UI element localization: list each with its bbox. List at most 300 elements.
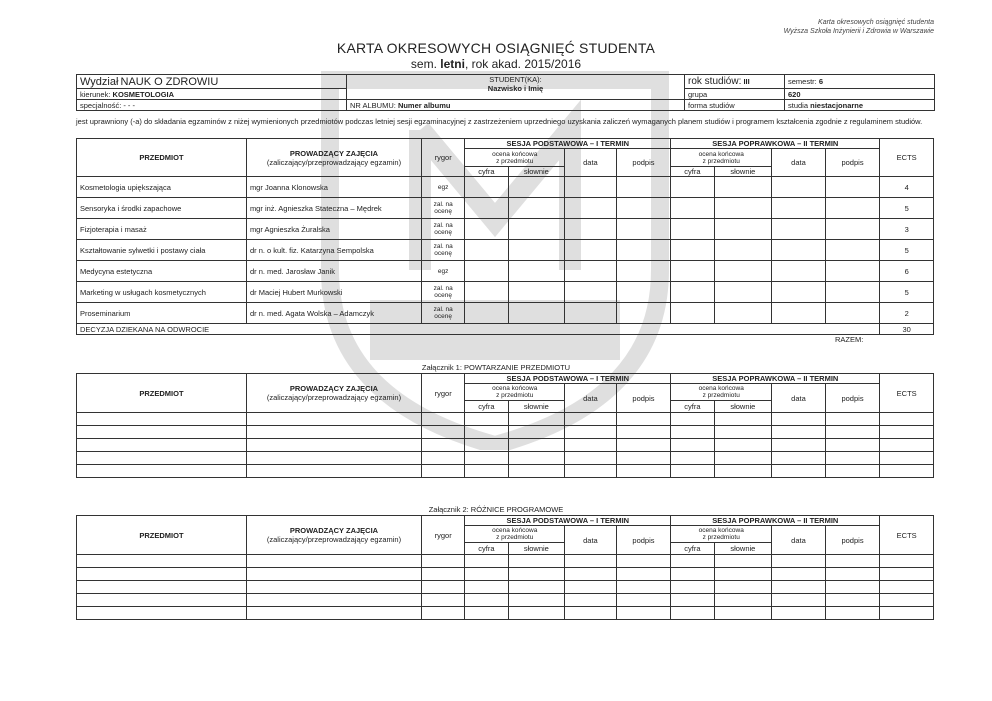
cell-przedmiot: Marketing w usługach kosmetycznych xyxy=(77,282,247,303)
col-prowadzacy-sub: (zaliczający/przeprowadzający egzamin) xyxy=(266,157,402,167)
empty-row xyxy=(77,452,934,465)
album-label: NR ALBUMU: xyxy=(350,100,396,110)
ocena-header xyxy=(465,384,565,401)
cell-grade-entry[interactable] xyxy=(714,303,772,324)
cell-prowadzacy: mgr Joanna Klonowska xyxy=(246,177,421,198)
empty-cell[interactable] xyxy=(465,555,508,568)
empty-cell[interactable] xyxy=(465,413,508,426)
sesja-2-header: SESJA POPRAWKOWA – II TERMIN xyxy=(671,139,880,149)
cell-grade-entry[interactable] xyxy=(465,303,508,324)
empty-cell[interactable] xyxy=(880,581,934,594)
ocena-label: ocena końcowa xyxy=(698,385,744,392)
student-name: Nazwisko i Imię xyxy=(487,84,544,93)
empty-cell[interactable] xyxy=(616,594,671,607)
empty-cell[interactable] xyxy=(825,452,880,465)
empty-cell[interactable] xyxy=(508,594,565,607)
table-row xyxy=(77,261,934,282)
cell-grade-entry[interactable] xyxy=(508,177,565,198)
col-prowadzacy-label: PROWADZĄCY ZAJĘCIA xyxy=(289,148,379,158)
col-podpis-2: podpis xyxy=(825,149,880,177)
empty-row xyxy=(77,426,934,439)
empty-cell[interactable] xyxy=(565,439,616,452)
cell-przedmiot: Sensoryka i środki zapachowe xyxy=(77,198,247,219)
empty-cell[interactable] xyxy=(714,568,772,581)
cell-grade-entry[interactable] xyxy=(508,261,565,282)
cell-przedmiot: Fizjoterapia i masaż xyxy=(77,219,247,240)
decyzja-dziekana: DECYZJA DZIEKANA NA ODWROCIE xyxy=(77,324,880,335)
semestr-label: semestr: xyxy=(788,77,817,86)
empty-cell[interactable] xyxy=(880,426,934,439)
cell-grade-entry[interactable] xyxy=(772,303,826,324)
ocena-sub: z przedmiotu xyxy=(496,534,534,541)
col-przedmiot: PRZEDMIOT xyxy=(77,139,247,177)
cell-grade-entry[interactable] xyxy=(772,261,826,282)
col-cyfra: cyfra xyxy=(465,543,508,555)
empty-cell[interactable] xyxy=(508,568,565,581)
col-cyfra-2: cyfra xyxy=(671,167,714,177)
cell-grade-entry[interactable] xyxy=(565,282,616,303)
cell-grade-entry[interactable] xyxy=(825,282,880,303)
cell-grade-entry[interactable] xyxy=(671,303,714,324)
empty-cell[interactable] xyxy=(616,581,671,594)
empty-cell[interactable] xyxy=(508,581,565,594)
empty-cell[interactable] xyxy=(880,452,934,465)
cell-grade-entry[interactable] xyxy=(465,198,508,219)
empty-row xyxy=(77,413,934,426)
cell-grade-entry[interactable] xyxy=(616,177,671,198)
ocena-sub: z przedmiotu xyxy=(702,157,740,165)
empty-cell[interactable] xyxy=(246,439,421,452)
col-prowadzacy-label: PROWADZĄCY ZAJĘCIA xyxy=(289,526,379,535)
cell-grade-entry[interactable] xyxy=(465,261,508,282)
cell-grade-entry[interactable] xyxy=(825,198,880,219)
ocena-label: ocena końcowa xyxy=(492,385,538,392)
empty-row xyxy=(77,439,934,452)
empty-cell[interactable] xyxy=(465,439,508,452)
cell-ects: 6 xyxy=(880,261,934,282)
empty-cell[interactable] xyxy=(671,594,714,607)
col-data: data xyxy=(772,526,826,555)
empty-cell[interactable] xyxy=(880,555,934,568)
cell-grade-entry[interactable] xyxy=(465,177,508,198)
empty-cell[interactable] xyxy=(825,568,880,581)
cell-grade-entry[interactable] xyxy=(714,282,772,303)
empty-cell[interactable] xyxy=(508,452,565,465)
empty-cell[interactable] xyxy=(772,465,826,478)
studia-value: niestacjonarne xyxy=(810,100,864,110)
empty-cell[interactable] xyxy=(825,413,880,426)
cell-grade-entry[interactable] xyxy=(714,177,772,198)
col-slownie: słownie xyxy=(508,543,565,555)
studia-label: studia xyxy=(788,100,809,110)
col-rygor: rygor xyxy=(422,139,465,177)
empty-cell[interactable] xyxy=(714,452,772,465)
empty-cell[interactable] xyxy=(246,465,421,478)
cell-prowadzacy: dr n. med. Agata Wolska – Adamczyk xyxy=(246,303,421,324)
cell-grade-entry[interactable] xyxy=(671,219,714,240)
empty-cell[interactable] xyxy=(772,568,826,581)
cell-grade-entry[interactable] xyxy=(508,303,565,324)
empty-cell[interactable] xyxy=(714,439,772,452)
empty-cell[interactable] xyxy=(825,581,880,594)
empty-cell[interactable] xyxy=(616,568,671,581)
rok-value: III xyxy=(743,77,750,86)
empty-row xyxy=(77,465,934,478)
sesja-1-header: SESJA PODSTAWOWA – I TERMIN xyxy=(465,374,671,384)
col-przedmiot: PRZEDMIOT xyxy=(77,374,247,413)
semestr-value: 6 xyxy=(818,77,824,86)
cell-grade-entry[interactable] xyxy=(565,303,616,324)
empty-cell[interactable] xyxy=(772,555,826,568)
empty-cell[interactable] xyxy=(772,439,826,452)
empty-cell[interactable] xyxy=(508,465,565,478)
year-value: 2015/2016 xyxy=(524,57,582,71)
empty-cell[interactable] xyxy=(880,594,934,607)
institution-line-2: Wyższa Szkoła Inżynierii i Zdrowia w Warszawie xyxy=(783,28,934,35)
empty-cell[interactable] xyxy=(825,439,880,452)
empty-cell[interactable] xyxy=(825,426,880,439)
empty-cell[interactable] xyxy=(616,465,671,478)
col-ects: ECTS xyxy=(880,139,934,177)
col-data: data xyxy=(565,384,616,413)
empty-cell[interactable] xyxy=(77,568,247,581)
col-cyfra-1: cyfra xyxy=(465,167,508,177)
empty-cell[interactable] xyxy=(565,594,616,607)
empty-cell[interactable] xyxy=(772,426,826,439)
empty-cell[interactable] xyxy=(246,607,421,620)
empty-row xyxy=(77,594,934,607)
empty-cell[interactable] xyxy=(880,439,934,452)
cell-grade-entry[interactable] xyxy=(772,282,826,303)
cell-grade-entry[interactable] xyxy=(714,240,772,261)
empty-cell[interactable] xyxy=(880,413,934,426)
empty-cell[interactable] xyxy=(422,568,465,581)
cell-grade-entry[interactable] xyxy=(465,282,508,303)
cell-grade-entry[interactable] xyxy=(565,219,616,240)
cell-grade-entry[interactable] xyxy=(565,261,616,282)
empty-cell[interactable] xyxy=(616,439,671,452)
cell-prowadzacy: mgr inż. Agnieszka Stateczna – Mędrek xyxy=(246,198,421,219)
empty-cell[interactable] xyxy=(772,452,826,465)
kierunek-value: KOSMETOLOGIA xyxy=(112,89,175,99)
empty-cell[interactable] xyxy=(508,426,565,439)
ocena-label: ocena końcowa xyxy=(492,150,538,158)
empty-cell[interactable] xyxy=(77,465,247,478)
col-podpis: podpis xyxy=(825,526,880,555)
cell-grade-entry[interactable] xyxy=(825,303,880,324)
empty-cell[interactable] xyxy=(616,426,671,439)
empty-cell[interactable] xyxy=(714,465,772,478)
sem-label: sem. xyxy=(410,57,437,71)
empty-cell[interactable] xyxy=(671,465,714,478)
kierunek-label: kierunek: xyxy=(80,89,111,99)
razem-value: 30 xyxy=(880,324,934,335)
empty-cell[interactable] xyxy=(422,465,465,478)
empty-cell[interactable] xyxy=(714,426,772,439)
empty-cell[interactable] xyxy=(714,581,772,594)
cell-grade-entry[interactable] xyxy=(508,219,565,240)
col-data-2: data xyxy=(772,149,826,177)
cell-grade-entry[interactable] xyxy=(772,198,826,219)
col-podpis-1: podpis xyxy=(616,149,671,177)
empty-cell[interactable] xyxy=(508,555,565,568)
empty-cell[interactable] xyxy=(465,426,508,439)
cell-grade-entry[interactable] xyxy=(772,219,826,240)
grupa-value: 620 xyxy=(788,89,801,99)
cell-grade-entry[interactable] xyxy=(465,240,508,261)
empty-row xyxy=(77,555,934,568)
album-value: Numer albumu xyxy=(397,100,451,110)
ocena-label: ocena końcowa xyxy=(698,150,744,158)
cell-grade-entry[interactable] xyxy=(714,219,772,240)
col-slownie: słownie xyxy=(714,401,772,413)
cell-rygor: egz xyxy=(422,177,465,198)
empty-cell[interactable] xyxy=(77,581,247,594)
empty-cell[interactable] xyxy=(565,426,616,439)
empty-cell[interactable] xyxy=(671,452,714,465)
ocena-sub: z przedmiotu xyxy=(702,534,740,541)
col-prowadzacy xyxy=(246,374,421,413)
page-title: KARTA OKRESOWYCH OSIĄGNIĘĆ STUDENTA xyxy=(336,40,656,56)
empty-cell[interactable] xyxy=(565,581,616,594)
empty-cell[interactable] xyxy=(565,555,616,568)
cell-grade-entry[interactable] xyxy=(565,198,616,219)
empty-cell[interactable] xyxy=(77,555,247,568)
empty-cell[interactable] xyxy=(714,594,772,607)
empty-cell[interactable] xyxy=(616,413,671,426)
empty-row xyxy=(77,581,934,594)
wydzial-value: NAUK O ZDROWIU xyxy=(120,75,219,88)
cell-grade-entry[interactable] xyxy=(825,219,880,240)
col-prowadzacy-label: PROWADZĄCY ZAJĘCIA xyxy=(289,384,379,393)
cell-grade-entry[interactable] xyxy=(671,261,714,282)
institution-header xyxy=(784,18,934,36)
empty-row xyxy=(77,607,934,620)
cell-ects: 3 xyxy=(880,219,934,240)
forma-label: forma studiów xyxy=(685,100,785,111)
empty-cell[interactable] xyxy=(77,452,247,465)
empty-cell[interactable] xyxy=(671,413,714,426)
cell-przedmiot: Medycyna estetyczna xyxy=(77,261,247,282)
empty-cell[interactable] xyxy=(671,581,714,594)
empty-cell[interactable] xyxy=(246,568,421,581)
empty-cell[interactable] xyxy=(671,555,714,568)
empty-cell[interactable] xyxy=(616,607,671,620)
cell-prowadzacy: dr n. med. Jarosław Janik xyxy=(246,261,421,282)
empty-cell[interactable] xyxy=(508,413,565,426)
table-row xyxy=(77,219,934,240)
cell-grade-entry[interactable] xyxy=(616,303,671,324)
ocena-header xyxy=(465,526,565,543)
empty-cell[interactable] xyxy=(246,452,421,465)
empty-cell[interactable] xyxy=(671,607,714,620)
cell-grade-entry[interactable] xyxy=(825,261,880,282)
cell-rygor: zal. na ocenę xyxy=(422,240,465,261)
col-cyfra: cyfra xyxy=(671,543,714,555)
cell-grade-entry[interactable] xyxy=(616,261,671,282)
empty-cell[interactable] xyxy=(465,452,508,465)
cell-grade-entry[interactable] xyxy=(772,177,826,198)
col-data-1: data xyxy=(565,149,616,177)
empty-cell[interactable] xyxy=(465,607,508,620)
empty-cell[interactable] xyxy=(422,452,465,465)
empty-cell[interactable] xyxy=(465,581,508,594)
col-podpis: podpis xyxy=(616,526,671,555)
cell-grade-entry[interactable] xyxy=(714,198,772,219)
empty-cell[interactable] xyxy=(825,465,880,478)
empty-cell[interactable] xyxy=(825,607,880,620)
eligibility-note: jest uprawniony (-a) do składania egzaminów z niżej wymienionych przedmiotów podczas letniej sesji egzaminacyjnej z zastrzeżeniem uprzedniego uzyskania zaliczeń wymaganych planem studiów i programem kształcenia zgodnie z regulaminem studiów. xyxy=(76,117,923,126)
year-label: , rok akad. xyxy=(464,57,521,71)
empty-cell[interactable] xyxy=(422,581,465,594)
col-ects: ECTS xyxy=(880,516,934,555)
cell-grade-entry[interactable] xyxy=(671,198,714,219)
empty-cell[interactable] xyxy=(825,594,880,607)
empty-cell[interactable] xyxy=(246,581,421,594)
cell-grade-entry[interactable] xyxy=(508,240,565,261)
cell-rygor: zal. na ocenę xyxy=(422,198,465,219)
student-label: STUDENT(KA): xyxy=(489,75,542,84)
cell-grade-entry[interactable] xyxy=(671,240,714,261)
zalacznik-1-title: Załącznik 1: POWTARZANIE PRZEDMIOTU xyxy=(421,363,571,372)
empty-cell[interactable] xyxy=(671,568,714,581)
attachment-2-table xyxy=(76,515,934,620)
cell-grade-entry[interactable] xyxy=(825,177,880,198)
empty-cell[interactable] xyxy=(714,607,772,620)
cell-ects: 5 xyxy=(880,198,934,219)
col-cyfra: cyfra xyxy=(671,401,714,413)
cell-grade-entry[interactable] xyxy=(714,261,772,282)
empty-cell[interactable] xyxy=(422,426,465,439)
empty-cell[interactable] xyxy=(246,555,421,568)
empty-cell[interactable] xyxy=(77,607,247,620)
empty-cell[interactable] xyxy=(565,452,616,465)
cell-grade-entry[interactable] xyxy=(565,240,616,261)
ocena-label: ocena końcowa xyxy=(492,527,538,534)
empty-cell[interactable] xyxy=(465,568,508,581)
empty-cell[interactable] xyxy=(465,465,508,478)
empty-cell[interactable] xyxy=(246,426,421,439)
empty-cell[interactable] xyxy=(422,607,465,620)
empty-cell[interactable] xyxy=(772,607,826,620)
ocena-label: ocena końcowa xyxy=(698,527,744,534)
empty-cell[interactable] xyxy=(465,594,508,607)
empty-cell[interactable] xyxy=(772,581,826,594)
cell-grade-entry[interactable] xyxy=(616,240,671,261)
razem-label: RAZEM: xyxy=(835,335,864,344)
empty-cell[interactable] xyxy=(508,607,565,620)
empty-cell[interactable] xyxy=(880,568,934,581)
empty-cell[interactable] xyxy=(246,413,421,426)
empty-cell[interactable] xyxy=(616,555,671,568)
empty-row xyxy=(77,568,934,581)
cell-prowadzacy: mgr Agnieszka Żuralska xyxy=(246,219,421,240)
empty-cell[interactable] xyxy=(772,413,826,426)
grupa-label: grupa xyxy=(688,89,708,99)
empty-cell[interactable] xyxy=(77,413,247,426)
empty-cell[interactable] xyxy=(714,555,772,568)
col-slownie-2: słownie xyxy=(714,167,772,177)
empty-cell[interactable] xyxy=(772,594,826,607)
cell-grade-entry[interactable] xyxy=(508,282,565,303)
cell-grade-entry[interactable] xyxy=(616,198,671,219)
institution-line-1: Karta okresowych osiągnięć studenta xyxy=(818,19,934,26)
col-data: data xyxy=(772,384,826,413)
cell-rygor: zal. na ocenę xyxy=(422,282,465,303)
cell-ects: 5 xyxy=(880,282,934,303)
student-info-table xyxy=(76,74,935,111)
col-prowadzacy-sub: (zaliczający/przeprowadzający egzamin) xyxy=(266,393,402,402)
empty-cell[interactable] xyxy=(565,413,616,426)
cell-grade-entry[interactable] xyxy=(825,240,880,261)
cell-grade-entry[interactable] xyxy=(465,219,508,240)
empty-cell[interactable] xyxy=(565,607,616,620)
empty-cell[interactable] xyxy=(77,439,247,452)
empty-cell[interactable] xyxy=(880,607,934,620)
cell-prowadzacy: dr n. o kult. fiz. Katarzyna Sempolska xyxy=(246,240,421,261)
col-slownie: słownie xyxy=(508,401,565,413)
cell-grade-entry[interactable] xyxy=(565,177,616,198)
col-slownie: słownie xyxy=(714,543,772,555)
empty-cell[interactable] xyxy=(671,426,714,439)
col-data: data xyxy=(565,526,616,555)
wydzial-label: Wydział xyxy=(80,75,119,88)
col-prowadzacy xyxy=(246,139,421,177)
empty-cell[interactable] xyxy=(616,452,671,465)
empty-cell[interactable] xyxy=(246,594,421,607)
ocena-header xyxy=(671,384,772,401)
empty-cell[interactable] xyxy=(422,555,465,568)
col-slownie-1: słownie xyxy=(508,167,565,177)
cell-grade-entry[interactable] xyxy=(616,219,671,240)
ocena-header-1 xyxy=(465,149,565,167)
empty-cell[interactable] xyxy=(508,439,565,452)
cell-grade-entry[interactable] xyxy=(508,198,565,219)
cell-grade-entry[interactable] xyxy=(671,282,714,303)
empty-cell[interactable] xyxy=(565,465,616,478)
empty-cell[interactable] xyxy=(77,426,247,439)
ocena-sub: z przedmiotu xyxy=(496,157,534,165)
empty-cell[interactable] xyxy=(825,555,880,568)
empty-cell[interactable] xyxy=(422,439,465,452)
empty-cell[interactable] xyxy=(422,594,465,607)
col-cyfra: cyfra xyxy=(465,401,508,413)
ocena-sub: z przedmiotu xyxy=(496,392,534,399)
cell-przedmiot: Kształtowanie sylwetki i postawy ciała xyxy=(77,240,247,261)
cell-rygor: zal. na ocenę xyxy=(422,219,465,240)
col-podpis: podpis xyxy=(616,384,671,413)
empty-cell[interactable] xyxy=(422,413,465,426)
empty-cell[interactable] xyxy=(671,439,714,452)
cell-grade-entry[interactable] xyxy=(772,240,826,261)
col-prowadzacy xyxy=(246,516,421,555)
empty-cell[interactable] xyxy=(880,465,934,478)
cell-ects: 5 xyxy=(880,240,934,261)
empty-cell[interactable] xyxy=(77,594,247,607)
sesja-1-header: SESJA PODSTAWOWA – I TERMIN xyxy=(465,516,671,526)
cell-przedmiot: Kosmetologia upiększająca xyxy=(77,177,247,198)
cell-grade-entry[interactable] xyxy=(671,177,714,198)
sesja-2-header: SESJA POPRAWKOWA – II TERMIN xyxy=(671,516,880,526)
cell-rygor: egz xyxy=(422,261,465,282)
empty-cell[interactable] xyxy=(714,413,772,426)
specjalnosc: specjalność: - - - xyxy=(77,100,347,111)
cell-prowadzacy: dr Maciej Hubert Murkowski xyxy=(246,282,421,303)
cell-grade-entry[interactable] xyxy=(616,282,671,303)
grades-table xyxy=(76,138,934,335)
empty-cell[interactable] xyxy=(565,568,616,581)
cell-ects: 2 xyxy=(880,303,934,324)
